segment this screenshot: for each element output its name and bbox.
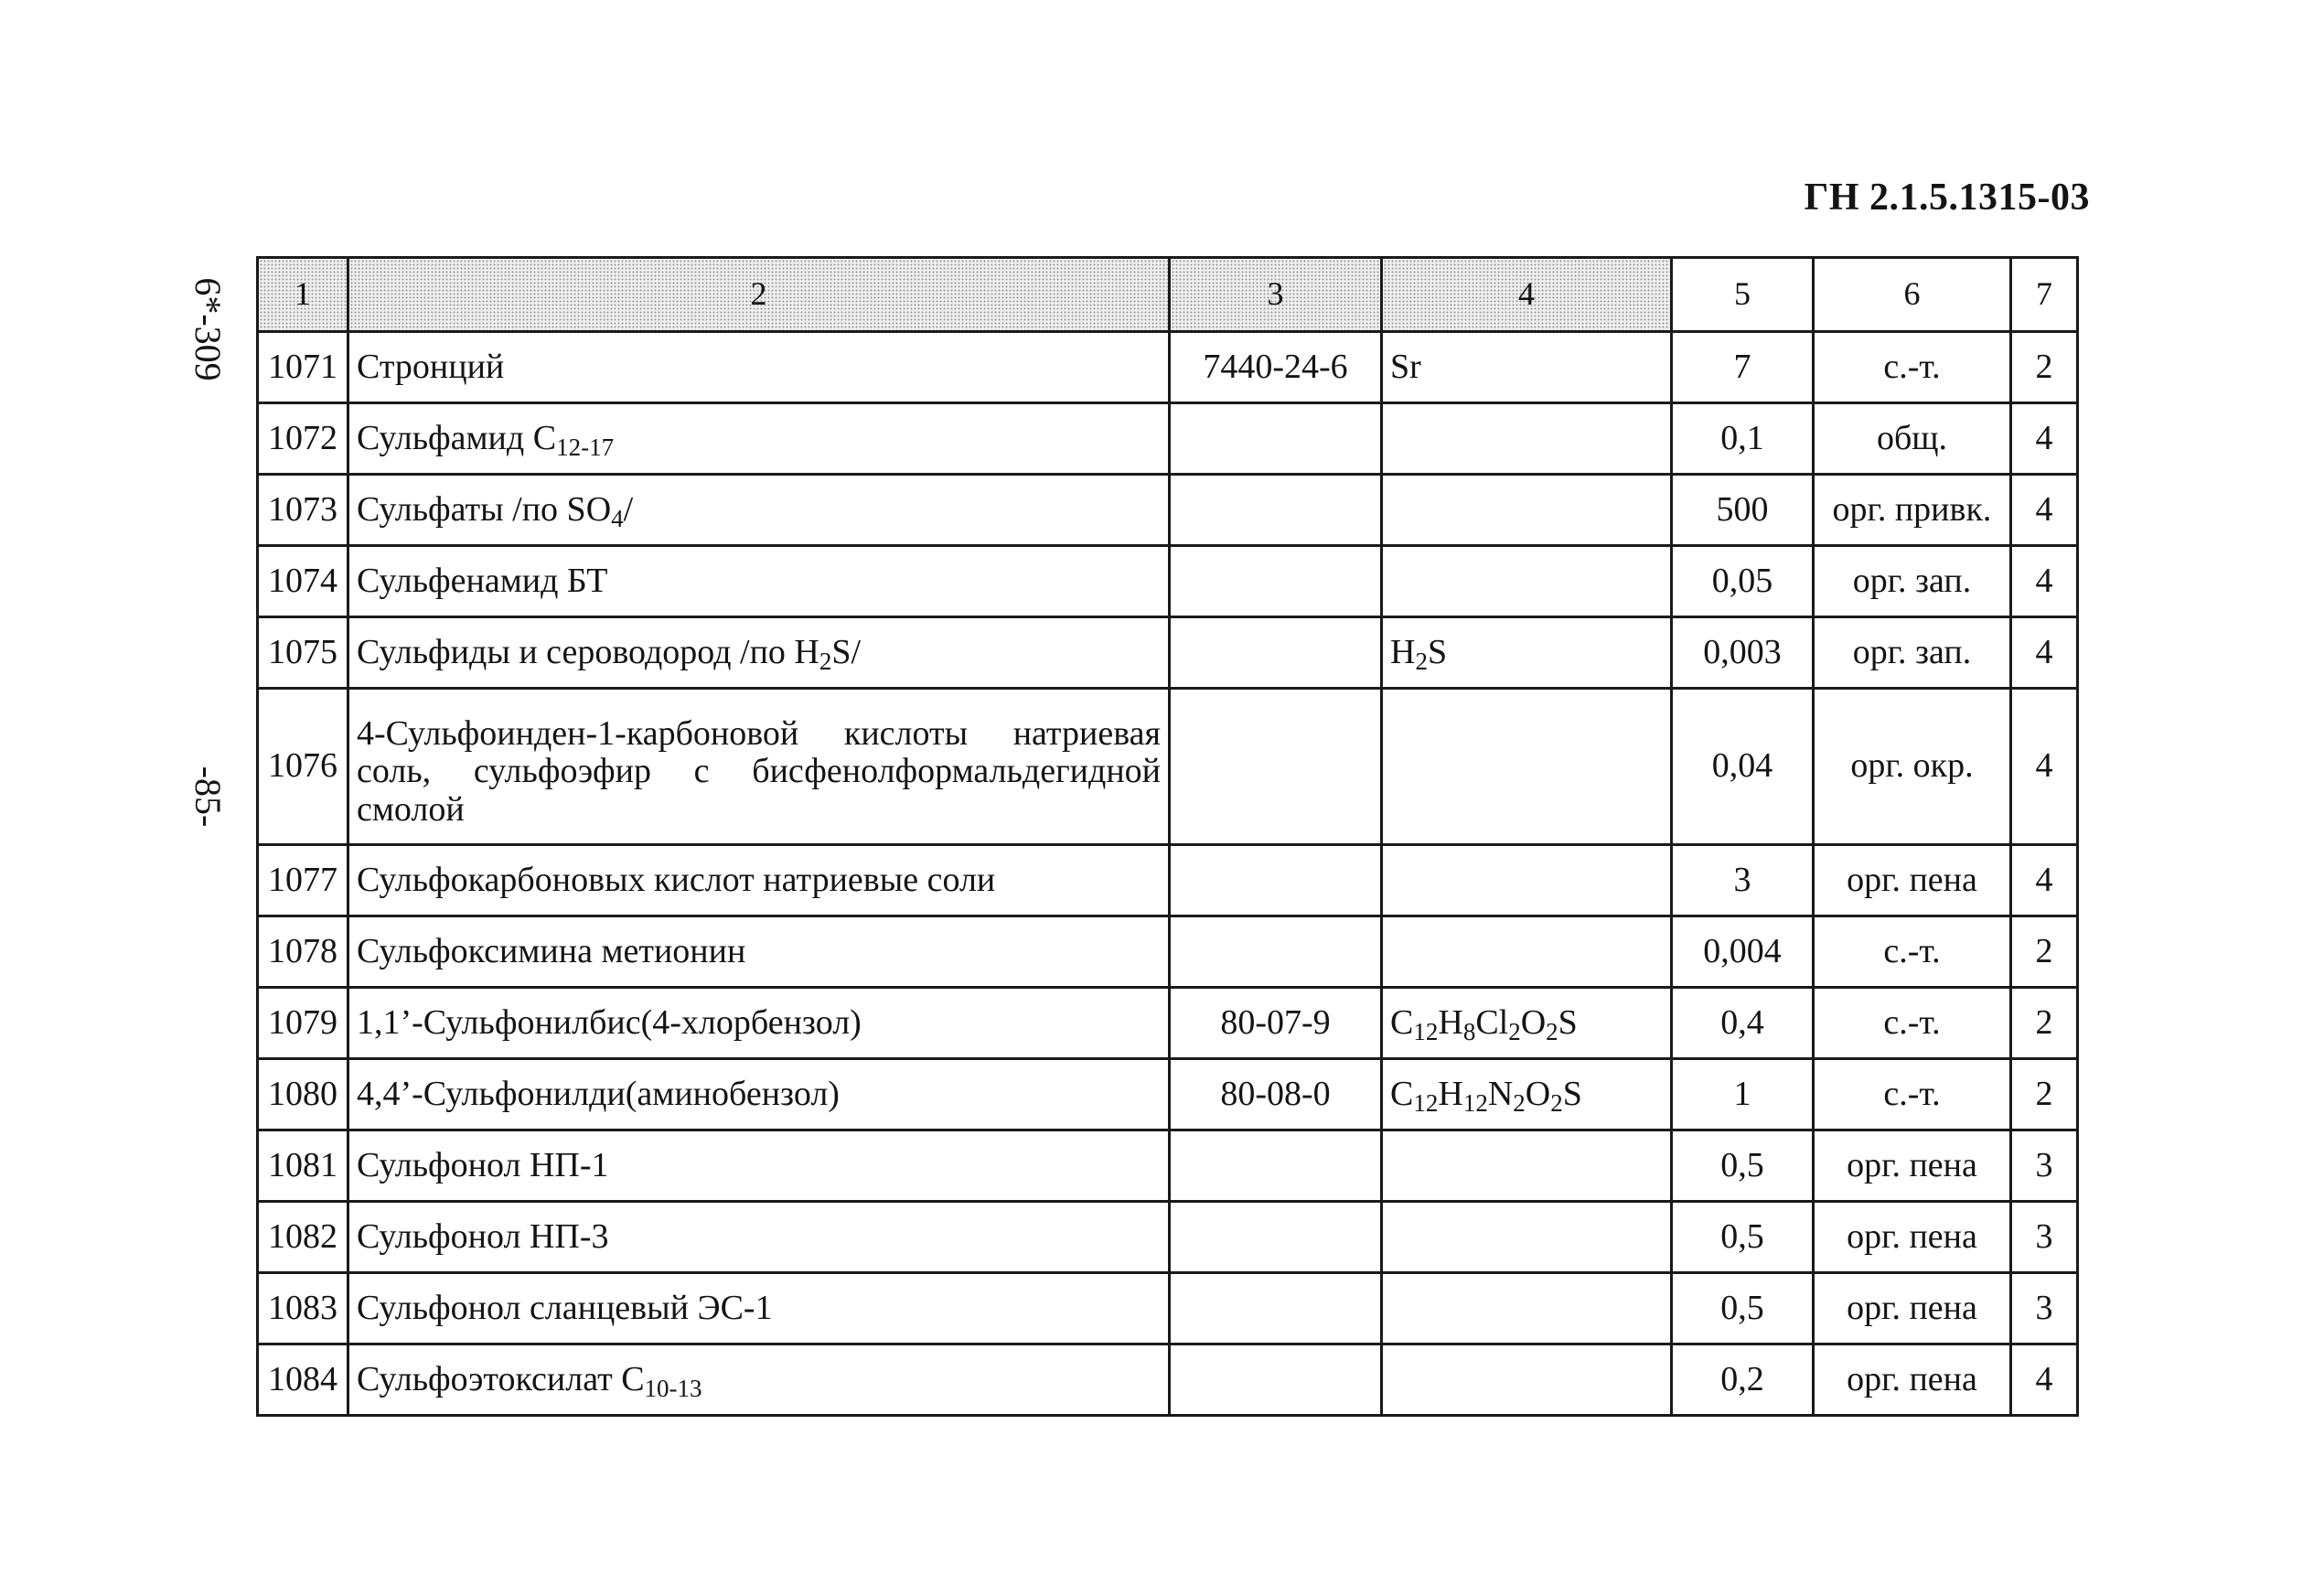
table-row — [258, 403, 2078, 475]
chemical-formula — [1382, 475, 1672, 546]
chemical-formula — [1382, 916, 1672, 988]
chemical-formula — [1382, 1202, 1672, 1273]
hazard-class: 2 — [2011, 916, 2078, 988]
limiting-indicator: орг. привк. — [1814, 475, 2011, 546]
norm-value: 0,5 — [1672, 1273, 1814, 1344]
table-row — [258, 1059, 2078, 1130]
limiting-indicator: орг. зап. — [1814, 617, 2011, 689]
chemical-formula — [1382, 403, 1672, 475]
col-header-7: 7 — [2011, 258, 2078, 332]
substance-name: Сульфенамид БТ — [348, 546, 1170, 617]
row-number: 1080 — [258, 1059, 348, 1130]
subscript: 2 — [1513, 1088, 1526, 1117]
cas-number: 80-07-9 — [1170, 988, 1382, 1059]
col-header-2: 2 — [348, 258, 1170, 332]
hygiene-standards-table — [256, 256, 2079, 1417]
substance-name: Сульфоэтоксилат $С_{10-13}$ — [348, 1344, 1170, 1416]
norm-value: 0,003 — [1672, 617, 1814, 689]
row-number: 1082 — [258, 1202, 348, 1273]
row-number: 1076 — [258, 689, 348, 845]
row-number: 1073 — [258, 475, 348, 546]
table-row — [258, 546, 2078, 617]
limiting-indicator: с.-т. — [1814, 988, 2011, 1059]
table-row — [258, 1344, 2078, 1416]
subscript: 12 — [1413, 1017, 1439, 1045]
subscript: 2 — [1415, 647, 1428, 675]
subscript: 12 — [1413, 1088, 1439, 1117]
cas-number — [1170, 617, 1382, 689]
hazard-class: 3 — [2011, 1273, 2078, 1344]
limiting-indicator: орг. пена — [1814, 845, 2011, 916]
chemical-formula: $C_{12}H_8Cl_2O_2S$ — [1382, 988, 1672, 1059]
cas-number — [1170, 403, 1382, 475]
substance-name: Сульфонол НП-1 — [348, 1130, 1170, 1202]
table-body — [258, 332, 2078, 1416]
chemical-formula: $C_{12}H_{12}N_2O_2S$ — [1382, 1059, 1672, 1130]
col-header-1: 1 — [258, 258, 348, 332]
hazard-class: 2 — [2011, 332, 2078, 403]
hazard-class: 4 — [2011, 1344, 2078, 1416]
table-row — [258, 1202, 2078, 1273]
col-header-3: 3 — [1170, 258, 1382, 332]
subscript: 8 — [1462, 1017, 1476, 1045]
norm-value: 0,004 — [1672, 916, 1814, 988]
col-header-5: 5 — [1672, 258, 1814, 332]
row-number: 1071 — [258, 332, 348, 403]
hazard-class: 2 — [2011, 988, 2078, 1059]
cas-number — [1170, 546, 1382, 617]
substance-name: Сульфокарбоновых кислот натриевые соли — [348, 845, 1170, 916]
table-row — [258, 332, 2078, 403]
table-row — [258, 845, 2078, 916]
substance-name: Сульфамид $С_{12-17}$ — [348, 403, 1170, 475]
substance-name: 4,4’-Сульфонилди(аминобензол) — [348, 1059, 1170, 1130]
subscript: 2 — [1546, 1017, 1558, 1045]
chemical-formula — [1382, 845, 1672, 916]
subscript: 2 — [1508, 1017, 1521, 1045]
substance-name: Сульфаты /по $SO_4/$ — [348, 475, 1170, 546]
table-row — [258, 916, 2078, 988]
substance-name: 1,1’-Сульфонилбис(4-хлорбензол) — [348, 988, 1170, 1059]
side-page-number: -85- — [187, 766, 229, 828]
norm-value: 0,1 — [1672, 403, 1814, 475]
limiting-indicator: с.-т. — [1814, 332, 2011, 403]
limiting-indicator: орг. пена — [1814, 1344, 2011, 1416]
chemical-formula — [1382, 546, 1672, 617]
row-number: 1074 — [258, 546, 348, 617]
norm-value: 0,05 — [1672, 546, 1814, 617]
cas-number — [1170, 1130, 1382, 1202]
limiting-indicator: орг. пена — [1814, 1130, 2011, 1202]
hazard-class: 4 — [2011, 403, 2078, 475]
substance-name: Сульфонол НП-3 — [348, 1202, 1170, 1273]
row-number: 1072 — [258, 403, 348, 475]
limiting-indicator: общ. — [1814, 403, 2011, 475]
norm-value: 0,04 — [1672, 689, 1814, 845]
substance-name: Сульфоксимина метионин — [348, 916, 1170, 988]
subscript: 12-17 — [556, 433, 615, 461]
cas-number — [1170, 475, 1382, 546]
cas-number — [1170, 1273, 1382, 1344]
chemical-formula — [1382, 1130, 1672, 1202]
cas-number: 7440-24-6 — [1170, 332, 1382, 403]
cas-number: 80-08-0 — [1170, 1059, 1382, 1130]
cas-number — [1170, 916, 1382, 988]
limiting-indicator: орг. пена — [1814, 1202, 2011, 1273]
hazard-class: 3 — [2011, 1130, 2078, 1202]
limiting-indicator: с.-т. — [1814, 916, 2011, 988]
row-number: 1077 — [258, 845, 348, 916]
norm-value: 0,5 — [1672, 1202, 1814, 1273]
row-number: 1081 — [258, 1130, 348, 1202]
norm-value: 0,2 — [1672, 1344, 1814, 1416]
subscript: 10-13 — [644, 1374, 702, 1402]
hazard-class: 4 — [2011, 845, 2078, 916]
chemical-formula — [1382, 1273, 1672, 1344]
limiting-indicator: орг. зап. — [1814, 546, 2011, 617]
cas-number — [1170, 845, 1382, 916]
norm-value: 500 — [1672, 475, 1814, 546]
cas-number — [1170, 1344, 1382, 1416]
subscript: 2 — [819, 647, 832, 675]
subscript: 12 — [1462, 1088, 1488, 1117]
hazard-class: 3 — [2011, 1202, 2078, 1273]
document-code: ГН 2.1.5.1315-03 — [1804, 177, 2090, 219]
limiting-indicator: орг. пена — [1814, 1273, 2011, 1344]
side-page-mark: 6*-309 — [187, 277, 229, 381]
table-row — [258, 475, 2078, 546]
limiting-indicator: с.-т. — [1814, 1059, 2011, 1130]
hazard-class: 4 — [2011, 617, 2078, 689]
row-number: 1083 — [258, 1273, 348, 1344]
norm-value: 7 — [1672, 332, 1814, 403]
row-number: 1084 — [258, 1344, 348, 1416]
substance-name: 4-Сульфоинден-1-карбоновой кислоты натриевая соль, сульфоэфир с бисфенолформальдегидной смолой — [348, 689, 1170, 845]
col-header-4: 4 — [1382, 258, 1672, 332]
hazard-class: 4 — [2011, 475, 2078, 546]
substance-name: Сульфиды и сероводород /по $H_2S/$ — [348, 617, 1170, 689]
table-row — [258, 1273, 2078, 1344]
cas-number — [1170, 689, 1382, 845]
norm-value: 1 — [1672, 1059, 1814, 1130]
table-row — [258, 617, 2078, 689]
table-row — [258, 988, 2078, 1059]
row-number: 1079 — [258, 988, 348, 1059]
hazard-class: 2 — [2011, 1059, 2078, 1130]
subscript: 4 — [611, 504, 624, 532]
substance-name: Сульфонол сланцевый ЭС-1 — [348, 1273, 1170, 1344]
norm-value: 3 — [1672, 845, 1814, 916]
table-row — [258, 689, 2078, 845]
subscript: 2 — [1550, 1088, 1563, 1117]
norm-value: 0,5 — [1672, 1130, 1814, 1202]
hazard-class: 4 — [2011, 689, 2078, 845]
norm-value: 0,4 — [1672, 988, 1814, 1059]
substance-name: Стронций — [348, 332, 1170, 403]
chemical-formula: $H_2S$ — [1382, 617, 1672, 689]
row-number: 1075 — [258, 617, 348, 689]
col-header-6: 6 — [1814, 258, 2011, 332]
chemical-formula — [1382, 1344, 1672, 1416]
hazard-class: 4 — [2011, 546, 2078, 617]
chemical-formula: Sr — [1382, 332, 1672, 403]
row-number: 1078 — [258, 916, 348, 988]
chemical-formula — [1382, 689, 1672, 845]
limiting-indicator: орг. окр. — [1814, 689, 2011, 845]
cas-number — [1170, 1202, 1382, 1273]
table-row — [258, 1130, 2078, 1202]
column-number-row — [258, 258, 2078, 332]
